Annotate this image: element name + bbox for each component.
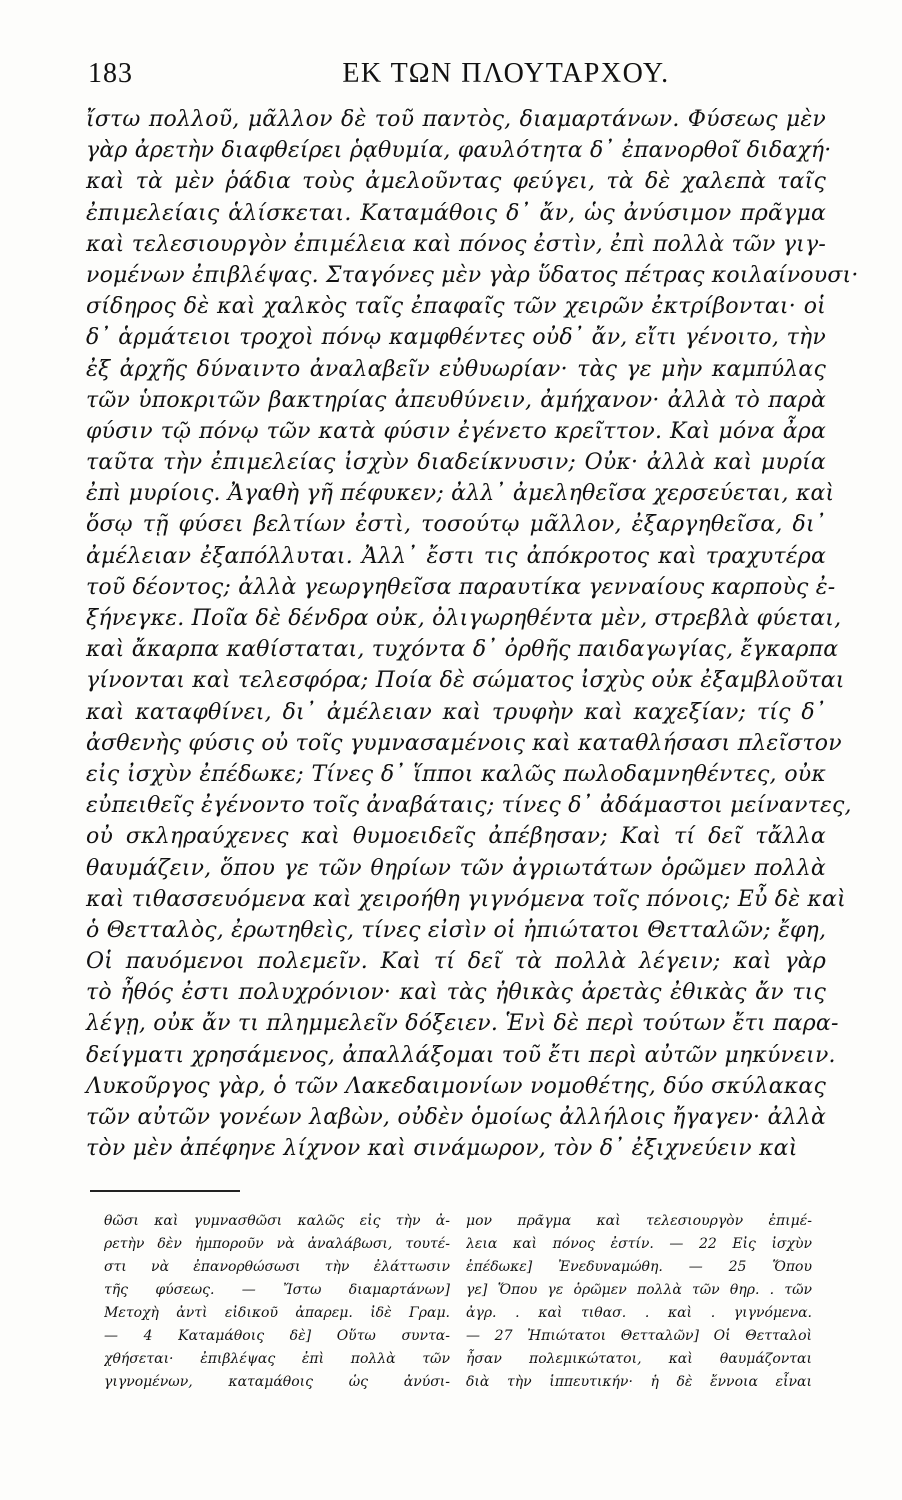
text-line: καὶ τιθασσευόμενα καὶ χειροήθη γιγνόμενα τοῖς πόνοις; Εὖ δὲ καὶ (86, 886, 846, 912)
footnote-line: γε] Ὅπου γε ὁρῶμεν πολλὰ τῶν θηρ. . τῶν (466, 1282, 812, 1298)
footnote-line: ἀγρ. . καὶ τιθασ. . καὶ . γιγνόμενα. (466, 1305, 812, 1321)
text-line: ἀσθενὴς φύσις οὐ τοῖς γυμνασαμένοις καὶ καταθλήσασι πλεῖστον (86, 730, 842, 756)
text-line: τῶν αὐτῶν γονέων λαβὼν, οὐδὲν ὁμοίως ἀλλήλοις ἤγαγεν· ἀλλὰ (86, 1105, 826, 1130)
footnote-line: διὰ τὴν ἱππευτικήν· ἡ δὲ ἔννοια εἶναι (466, 1374, 812, 1390)
page-header (80, 58, 822, 98)
text-line: τὸν μὲν ἀπέφηνε λίχνον καὶ σινάμωρον, τὸν δ᾽ ἐξιχνεύειν καὶ (86, 1136, 798, 1162)
footnote-line: χθήσεται· ἐπιβλέψας ἐπὶ πολλὰ τῶν (104, 1351, 450, 1367)
text-line: ὁ Θετταλὸς, ἐρωτηθεὶς, τίνες εἰσὶν οἱ ἠπιώτατοι Θετταλῶν; ἔφη, (86, 917, 827, 943)
text-line: Λυκοῦργος γὰρ, ὁ τῶν Λακεδαιμονίων νομοθέτης, δύο σκύλακας (86, 1073, 826, 1099)
text-line: ἐπὶ μυρίοις. Ἀγαθὴ γῆ πέφυκεν; ἀλλ᾽ ἀμεληθεῖσα χερσεύεται, καὶ (86, 481, 835, 507)
text-line: ταῦτα τὴν ἐπιμελείας ἰσχὺν διαδείκνυσιν; Οὐκ· ἀλλὰ καὶ μυρία (86, 450, 826, 476)
text-line: ξήνεγκε. Ποῖα δὲ δένδρα οὐκ, ὀλιγωρηθέντα μὲν, στρεβλὰ φύεται, (86, 606, 842, 631)
text-line: σίδηρος δὲ καὶ χαλκὸς ταῖς ἐπαφαῖς τῶν χειρῶν ἐκτρίβονται· οἱ (86, 294, 826, 320)
text-line: ὅσῳ τῇ φύσει βελτίων ἐστὶ, τοσούτῳ μᾶλλον, ἐξαργηθεῖσα, δι᾽ (86, 512, 826, 538)
footnote-line: Μετοχὴ ἀντὶ εἰδικοῦ ἀπαρεμ. ἰδὲ Γραμ. (104, 1305, 450, 1321)
text-line: εἰς ἰσχὺν ἐπέδωκε; Τίνες δ᾽ ἵπποι καλῶς πωλοδαμνηθέντες, οὐκ (86, 761, 826, 787)
footnote-line: ρετὴν δὲν ἠμποροῦν νὰ ἀναλάβωσι, τουτέ- (104, 1236, 450, 1252)
footnote-column-right (466, 1210, 812, 1394)
text-line: δ᾽ ἁρμάτειοι τροχοὶ πόνῳ καμφθέντες οὐδ᾽ ἄν, εἴτι γένοιτο, τὴν (86, 325, 826, 351)
footnotes (104, 1210, 826, 1400)
footnote-line: — 27 Ἠπιώτατοι Θετταλῶν] Οἱ Θετταλοὶ (466, 1328, 812, 1344)
text-line: θαυμάζειν, ὅπου γε τῶν θηρίων τῶν ἀγριωτάτων ὁρῶμεν πολλὰ (86, 855, 826, 881)
text-line: νομένων ἐπιβλέψας. Σταγόνες μὲν γὰρ ὕδατος πέτρας κοιλαίνουσι· (86, 262, 859, 288)
text-line: ἴστω πολλοῦ, μᾶλλον δὲ τοῦ παντὸς, διαμαρτάνων. Φύσεως μὲν (86, 107, 826, 132)
text-line: καὶ τελεσιουργὸν ἐπιμέλεια καὶ πόνος ἐστὶν, ἐπὶ πολλὰ τῶν γιγ- (86, 231, 826, 257)
text-line: τὸ ἦθός ἐστι πολυχρόνιον· καὶ τὰς ἠθικὰς ἀρετὰς ἐθικὰς ἄν τις (86, 980, 826, 1006)
footnote-line: — 4 Καταμάθοις δὲ] Οὕτω συντα- (104, 1328, 450, 1344)
footnote-line: γιγνομένων, καταμάθοις ὡς ἀνύσι- (104, 1374, 450, 1390)
text-line: δείγματι χρησάμενος, ἀπαλλάξομαι τοῦ ἔτι περὶ αὐτῶν μηκύνειν. (86, 1042, 836, 1068)
text-line: ἐξ ἀρχῆς δύναιντο ἀναλαβεῖν εὐθυωρίαν· τὰς γε μὴν καμπύλας (86, 356, 826, 382)
footnote-line: στι νὰ ἐπανορθώσωσι τὴν ἐλάττωσιν (104, 1259, 450, 1275)
text-line: γίνονται καὶ τελεσφόρα; Ποία δὲ σώματος ἰσχὺς οὐκ ἐξαμβλοῦται (86, 668, 845, 694)
text-line: καὶ τὰ μὲν ῥάδια τοὺς ἀμελοῦντας φεύγει, τὰ δὲ χαλεπὰ ταῖς (86, 169, 826, 195)
text-line: εὐπειθεῖς ἐγένοντο τοῖς ἀναβάταις; τίνες δ᾽ ἀδάμαστοι μείναντες, (86, 793, 852, 819)
main-text-block (86, 104, 859, 1164)
footnote-column-left (104, 1210, 450, 1394)
footnote-line: θῶσι καὶ γυμνασθῶσι καλῶς εἰς τὴν ἀ- (104, 1213, 450, 1229)
text-line: φύσιν τῷ πόνῳ τῶν κατὰ φύσιν ἐγένετο κρεῖττον. Καὶ μόνα ἆρα (86, 418, 826, 444)
footnote-line: ἦσαν πολεμικώτατοι, καὶ θαυμάζονται (466, 1351, 812, 1367)
footnote-line: τῆς φύσεως. — Ἴστω διαμαρτάνων] (104, 1282, 450, 1298)
text-line: καὶ καταφθίνει, δι᾽ ἀμέλειαν καὶ τρυφὴν καὶ καχεξίαν; τίς δ᾽ (86, 699, 826, 725)
text-line: τοῦ δέοντος; ἀλλὰ γεωργηθεῖσα παραυτίκα γενναίους καρποὺς ἐ- (86, 574, 836, 600)
running-head: ΕΚ ΤΩΝ ΠΛΟΥΤΑΡΧΟΥ. (342, 58, 670, 89)
text-line: καὶ ἄκαρπα καθίσταται, τυχόντα δ᾽ ὀρθῆς παιδαγωγίας, ἔγκαρπα (86, 637, 839, 663)
footnote-line: μον πρᾶγμα καὶ τελεσιουργὸν ἐπιμέ- (466, 1213, 812, 1229)
footnote-line: λεια καὶ πόνος ἐστίν. — 22 Εἰς ἰσχὺν (466, 1236, 812, 1252)
page-number: 183 (88, 58, 133, 89)
footnote-line: ἐπέδωκε] Ἐνεδυναμώθη. — 25 Ὅπου (466, 1259, 812, 1275)
text-line: ἐπιμελείαις ἁλίσκεται. Καταμάθοις δ᾽ ἄν, ὡς ἀνύσιμον πρᾶγμα (86, 200, 826, 226)
text-line: γὰρ ἀρετὴν διαφθείρει ῥᾳθυμία, φαυλότητα δ᾽ ἐπανορθοῖ διδαχή· (86, 138, 832, 164)
text-line: ἀμέλειαν ἐξαπόλλυται. Ἀλλ᾽ ἔστι τις ἀπόκροτος καὶ τραχυτέρα (86, 543, 826, 569)
text-line: οὐ σκληραύχενες καὶ θυμοειδεῖς ἀπέβησαν; Καὶ τί δεῖ τἄλλα (86, 824, 826, 850)
text-line: Οἱ παυόμενοι πολεμεῖν. Καὶ τί δεῖ τὰ πολλὰ λέγειν; καὶ γὰρ (86, 949, 826, 975)
text-line: τῶν ὑποκριτῶν βακτηρίας ἀπευθύνειν, ἀμήχανον· ἀλλὰ τὸ παρὰ (86, 387, 826, 413)
footnote-rule (90, 1190, 240, 1192)
text-line: λέγῃ, οὐκ ἄν τι πλημμελεῖν δόξειεν. Ἑνὶ δὲ περὶ τούτων ἔτι παρα- (86, 1011, 839, 1037)
